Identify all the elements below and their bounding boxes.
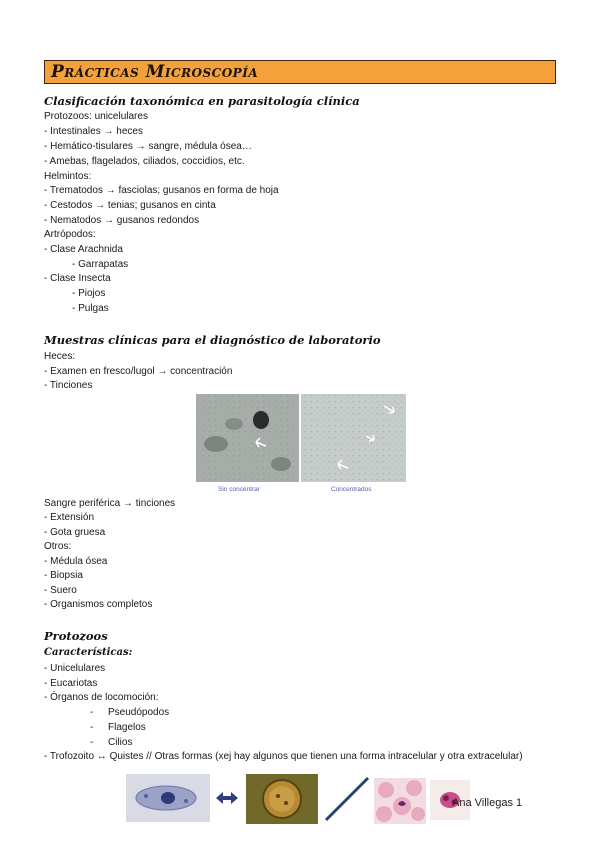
stool-microscopy-image <box>196 394 406 494</box>
text-line: - Unicelulares <box>44 663 106 674</box>
double-arrow-icon <box>214 788 240 808</box>
text-line: - Eucariotas <box>44 678 98 689</box>
author-name: Ana Villegas <box>452 797 513 809</box>
text-line: - Tinciones <box>44 380 93 391</box>
text-line: - Extensión <box>44 512 95 523</box>
blood-smear-image <box>374 778 426 824</box>
text-line: - Examen en fresco/lugol → concentración <box>44 366 233 377</box>
text-line: - Biopsia <box>44 570 83 581</box>
text-line: - Clase Arachnida <box>44 244 123 255</box>
protozoa-heading: Protozoos <box>44 629 108 643</box>
figure-label-right: Concentrados <box>331 486 372 493</box>
list-dash: - <box>90 737 94 748</box>
text-line: - Cestodos → tenias; gusanos en cinta <box>44 200 216 211</box>
text-line: - Nematodos → gusanos redondos <box>44 215 200 226</box>
text-line: - Gota gruesa <box>44 527 106 538</box>
text-line: - Pulgas <box>72 303 109 314</box>
text-line: - Intestinales → heces <box>44 126 143 137</box>
trophozoite-paragraph: - Trofozoito ↔ Quistes // Otras formas (xej hay algunos que tienen una forma intracelular y otra extracelular) <box>44 751 523 762</box>
text-line: - Suero <box>44 585 77 596</box>
text-line: Protozoos: unicelulares <box>44 111 148 122</box>
text-line: - Trematodos → fasciolas; gusanos en forma de hoja <box>44 185 279 196</box>
samples-heading: Muestras clínicas para el diagnóstico de laboratorio <box>44 333 381 347</box>
cyst-image <box>246 774 318 824</box>
page-footer <box>452 797 522 809</box>
title-banner <box>44 60 556 84</box>
text-line: - Piojos <box>72 288 106 299</box>
text-line: - Médula ósea <box>44 556 108 567</box>
text-line: Artrópodos: <box>44 229 96 240</box>
text-line: Flagelos <box>108 722 146 733</box>
paramecium-image <box>126 774 210 822</box>
page-number: 1 <box>516 797 523 809</box>
text-line: - Garrapatas <box>72 259 129 270</box>
text-line: Heces: <box>44 351 76 362</box>
list-dash: - <box>90 707 94 718</box>
taxonomy-heading: Clasificación taxonómica en parasitología clínica <box>44 94 360 108</box>
list-dash: - <box>90 722 94 733</box>
text-line: - Amebas, flagelados, ciliados, coccidios, etc. <box>44 156 245 167</box>
page-title: Prácticas Microscopía <box>51 62 259 82</box>
text-line: Helmintos: <box>44 171 92 182</box>
text-line: Cilios <box>108 737 133 748</box>
text-line: Sangre periférica → tinciones <box>44 498 176 509</box>
text-line: - Hemático-tisulares → sangre, médula ósea… <box>44 141 252 152</box>
text-line: Pseudópodos <box>108 707 170 718</box>
text-line: - Órganos de locomoción: <box>44 692 159 703</box>
characteristics-subheading: Características: <box>44 647 133 658</box>
figure-label-left: Sin concentrar <box>218 486 260 493</box>
text-line: Otros: <box>44 541 72 552</box>
text-line: - Clase Insecta <box>44 273 111 284</box>
text-line: - Organismos completos <box>44 599 153 610</box>
slash-divider-icon <box>322 774 372 824</box>
